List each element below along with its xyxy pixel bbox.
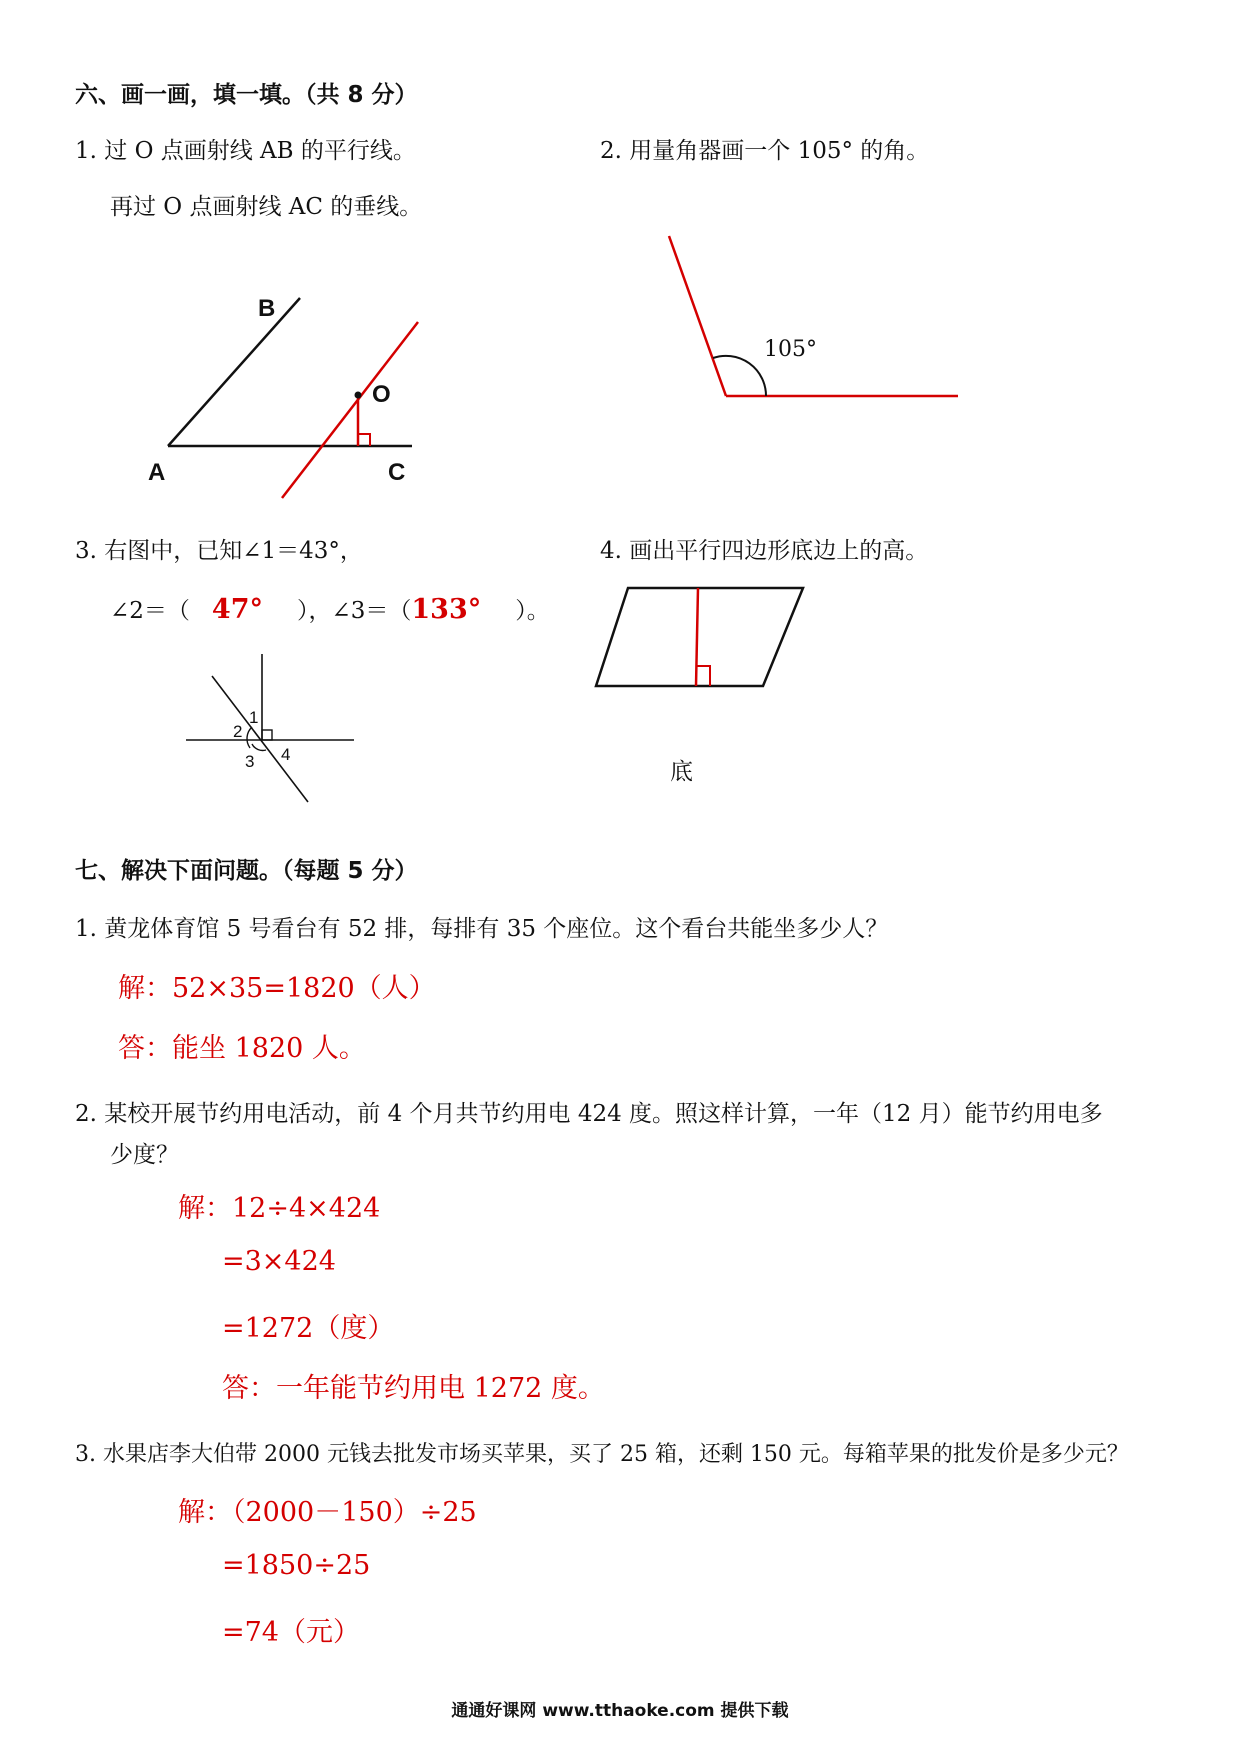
label-c: C (388, 459, 406, 486)
q3-answer-2: 47° (211, 594, 263, 625)
p3-step2: =1850÷25 (222, 1550, 371, 1581)
p1-answer: 答：能坐 1820 人。 (118, 1033, 366, 1064)
point-o (355, 392, 362, 399)
q3-answer-3: 133° (411, 594, 482, 625)
label-a: A (148, 459, 166, 486)
q4-base-label: 底 (670, 759, 693, 785)
q3-label-2: 2 (233, 722, 243, 741)
section7-title: 七、解决下面问题。（每题 5 分） (75, 858, 418, 884)
angle-ray-1 (669, 236, 726, 396)
label-o: O (372, 381, 391, 408)
section6-title: 六、画一画，填一填。（共 8 分） (75, 82, 418, 108)
q3-label-1: 1 (249, 708, 259, 727)
p2-step3: =1272（度） (222, 1313, 395, 1344)
footer: 通通好课网 www.tthaoke.com 提供下载 (451, 1701, 789, 1721)
parallelogram (596, 588, 803, 686)
ray-ab (168, 298, 300, 446)
q1-line2: 再过 O 点画射线 AC 的垂线。 (110, 194, 423, 220)
p2-answer: 答：一年能节约用电 1272 度。 (222, 1373, 605, 1404)
q3-arc-2 (247, 727, 252, 748)
q1-line1: 1. 过 O 点画射线 AB 的平行线。 (75, 138, 416, 164)
q3-diagonal-line (212, 676, 308, 802)
p3-question: 3. 水果店李大伯带 2000 元钱去批发市场买苹果，买了 25 箱，还剩 150 元。每箱苹果的批发价是多少元？ (75, 1442, 1129, 1467)
q3-line2-b: ），∠3＝（ (296, 598, 412, 624)
q3-label-4: 4 (281, 745, 291, 764)
p2-step1: 解：12÷4×424 (178, 1193, 381, 1224)
q3-line2 (110, 592, 550, 625)
q3-line2-a: ∠2＝（ (110, 598, 190, 624)
angle-arc (713, 356, 766, 396)
right-angle-mark (358, 434, 370, 446)
p1-question: 1. 黄龙体育馆 5 号看台有 52 排，每排有 35 个座位。这个看台共能坐多少人？ (75, 916, 889, 942)
label-b: B (258, 295, 276, 322)
p2-question-l2: 少度？ (110, 1142, 179, 1168)
p1-solution: 解：52×35=1820（人） (118, 973, 436, 1004)
q4-text: 4. 画出平行四边形底边上的高。 (600, 538, 929, 564)
q3-line1: 3. 右图中，已知∠1＝43°， (75, 538, 363, 564)
p2-step2: =3×424 (222, 1246, 336, 1277)
q3-label-3: 3 (245, 752, 255, 771)
q3-right-angle (262, 730, 272, 740)
angle-label: 105° (764, 337, 817, 362)
p3-step1: 解：（2000－150）÷25 (178, 1497, 477, 1528)
p3-step3: =74（元） (222, 1617, 360, 1648)
p2-question-l1: 2. 某校开展节约用电活动，前 4 个月共节约用电 424 度。照这样计算，一年（12 月）能节约用电多 (75, 1101, 1103, 1127)
height-right-angle (696, 666, 710, 686)
parallelogram-height (696, 588, 698, 686)
q2-text: 2. 用量角器画一个 105° 的角。 (600, 138, 930, 164)
q3-line2-c: ）。 (515, 598, 550, 624)
